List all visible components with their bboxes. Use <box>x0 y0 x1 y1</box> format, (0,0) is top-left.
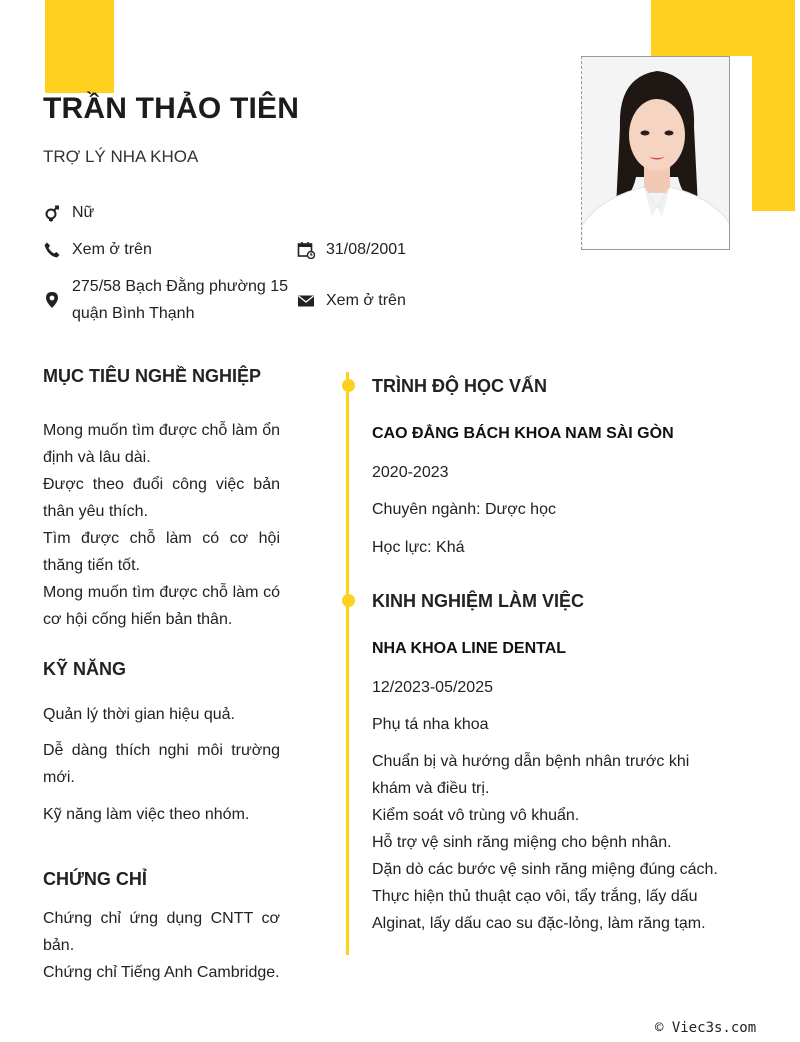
certificates-list <box>43 905 280 986</box>
duty-item: Kiểm soát vô trùng vô khuẩn. <box>372 807 580 824</box>
decor-block-left <box>45 0 114 93</box>
experience-heading: KINH NGHIỆM LÀM VIỆC <box>372 591 585 611</box>
gender-value: Nữ <box>72 204 95 221</box>
job-title: TRỢ LÝ NHA KHOA <box>43 147 199 166</box>
duty-item: Dặn dò các bước vệ sinh răng miệng đúng cách. <box>372 861 718 878</box>
candidate-name: TRẦN THẢO TIÊN <box>43 92 300 125</box>
address-line-1: 275/58 Bạch Đằng phường 15 <box>72 278 289 295</box>
timeline-dot-education <box>342 379 355 392</box>
certificates-heading: CHỨNG CHỈ <box>43 869 147 889</box>
gender-icon <box>43 204 61 222</box>
objective-heading: MỤC TIÊU NGHỀ NGHIỆP <box>43 366 262 386</box>
company-name: NHA KHOA LINE DENTAL <box>372 640 567 657</box>
phone-value: Xem ở trên <box>72 241 152 258</box>
objective-line: Mong muốn tìm được chỗ làm ổn định và lâu dài. <box>43 422 280 466</box>
profile-photo <box>581 56 730 250</box>
objective-line: Tìm được chỗ làm có cơ hội thăng tiến tốt. <box>43 530 280 574</box>
email-value: Xem ở trên <box>326 292 406 309</box>
education-grade: Học lực: Khá <box>372 539 465 556</box>
skill-item: Dễ dàng thích nghi môi trường mới. <box>43 742 280 786</box>
calendar-icon <box>297 241 315 259</box>
portrait-illustration <box>582 57 730 250</box>
experience-role: Phụ tá nha khoa <box>372 716 489 733</box>
decor-block-right <box>752 0 795 211</box>
duty-item: Chuẩn bị và hướng dẫn bệnh nhân trước khi khám và điều trị. <box>372 753 690 797</box>
duty-item: Hỗ trợ vệ sinh răng miệng cho bệnh nhân. <box>372 834 672 851</box>
timeline-line <box>346 372 349 955</box>
address-line-2: quận Bình Thạnh <box>72 305 195 322</box>
duty-item: Thực hiện thủ thuật cạo vôi, tẩy trắng, lấy dấu Alginat, lấy dấu cao su đặc-lỏng, làm răng tạm. <box>372 888 706 932</box>
location-icon <box>43 291 61 309</box>
birthday-value: 31/08/2001 <box>326 241 407 258</box>
school-name: CAO ĐẲNG BÁCH KHOA NAM SÀI GÒN <box>372 425 674 442</box>
education-heading: TRÌNH ĐỘ HỌC VẤN <box>372 376 547 396</box>
skills-heading: KỸ NĂNG <box>43 659 127 679</box>
phone-icon <box>43 241 61 259</box>
email-icon <box>297 292 315 310</box>
footer-credit: © Viec3s.com <box>655 1020 757 1036</box>
education-period: 2020-2023 <box>372 464 449 481</box>
experience-period: 12/2023-05/2025 <box>372 679 493 696</box>
objective-text <box>43 417 280 633</box>
skill-item: Quản lý thời gian hiệu quả. <box>43 706 235 723</box>
certificate-item: Chứng chỉ ứng dụng CNTT cơ bản. <box>43 910 280 954</box>
certificate-item: Chứng chỉ Tiếng Anh Cambridge. <box>43 964 280 981</box>
objective-line: Mong muốn tìm được chỗ làm có cơ hội cống hiến bản thân. <box>43 584 280 628</box>
duties-list <box>372 748 722 937</box>
timeline-dot-experience <box>342 594 355 607</box>
education-major: Chuyên ngành: Dược học <box>372 501 556 518</box>
skill-item: Kỹ năng làm việc theo nhóm. <box>43 806 250 823</box>
objective-line: Được theo đuổi công việc bản thân yêu thích. <box>43 476 280 520</box>
